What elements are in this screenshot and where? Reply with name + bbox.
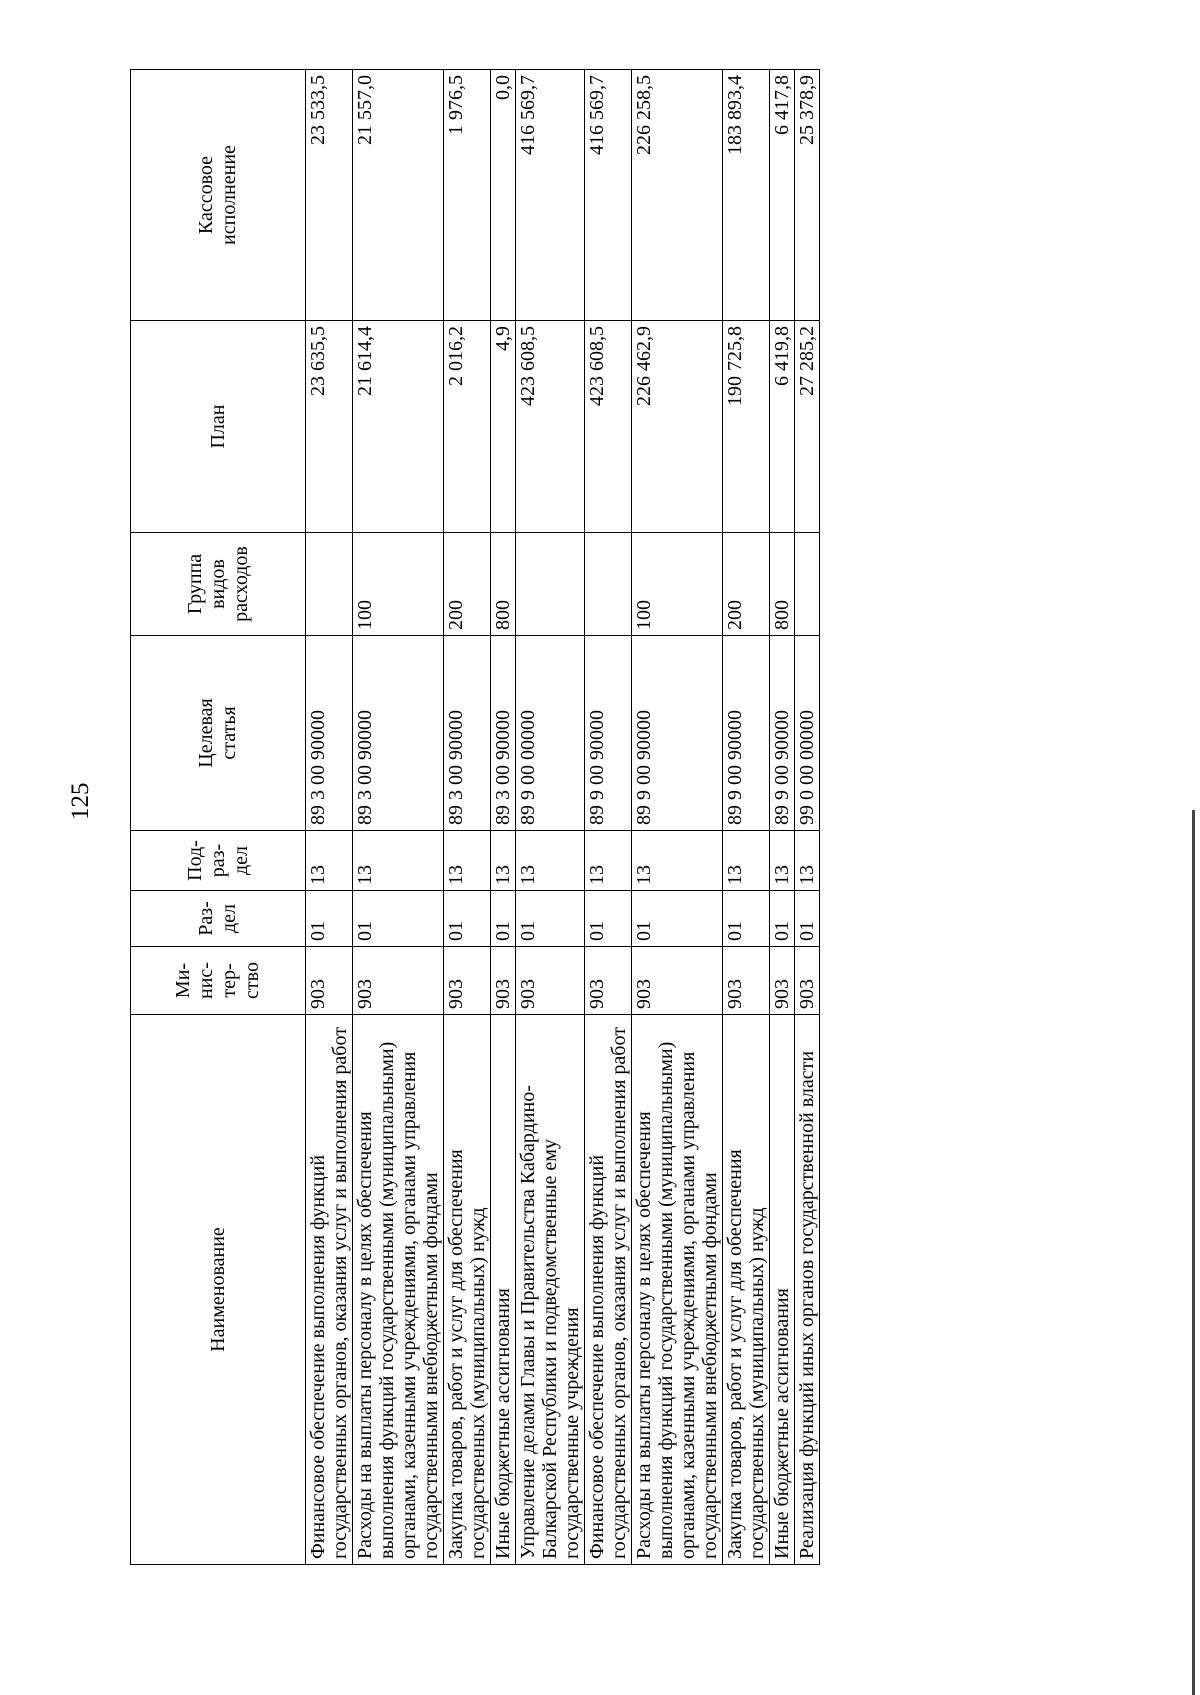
row-target-article: 89 3 00 90000 [306, 636, 353, 831]
header-expense-group: Группа видов расходов [131, 533, 306, 636]
row-ministry: 903 [516, 947, 585, 1015]
row-ministry: 903 [770, 947, 795, 1015]
budget-execution-table [130, 69, 820, 1565]
row-name: Закупка товаров, работ и услуг для обеспечения государственных (муниципальных) нужд [444, 1015, 491, 1565]
row-subsection: 13 [491, 831, 516, 891]
row-expense-group [306, 533, 353, 636]
row-cash-execution: 25 378,9 [795, 70, 820, 321]
table-row [770, 70, 795, 1565]
row-ministry: 903 [306, 947, 353, 1015]
header-subsection: Под- раз- дел [131, 831, 306, 891]
row-ministry: 903 [353, 947, 444, 1015]
row-section: 01 [353, 891, 444, 947]
row-plan: 4,9 [491, 321, 516, 533]
row-cash-execution: 0,0 [491, 70, 516, 321]
row-plan: 190 725,8 [723, 321, 770, 533]
row-cash-execution: 416 569,7 [585, 70, 632, 321]
row-name: Закупка товаров, работ и услуг для обеспечения государственных (муниципальных) нужд [723, 1015, 770, 1565]
row-target-article: 99 0 00 00000 [795, 636, 820, 831]
row-section: 01 [491, 891, 516, 947]
row-plan: 23 635,5 [306, 321, 353, 533]
header-cash-execution: Кассовое исполнение [131, 70, 306, 321]
table-row [516, 70, 585, 1565]
header-target-article: Целевая статья [131, 636, 306, 831]
row-ministry: 903 [491, 947, 516, 1015]
table-body [306, 70, 820, 1565]
row-target-article: 89 3 00 90000 [353, 636, 444, 831]
row-section: 01 [632, 891, 723, 947]
table-row [306, 70, 353, 1565]
table-row [444, 70, 491, 1565]
row-cash-execution: 1 976,5 [444, 70, 491, 321]
header-section: Раз- дел [131, 891, 306, 947]
budget-table-container [130, 70, 1085, 1565]
row-subsection: 13 [585, 831, 632, 891]
table-header-row [131, 70, 306, 1565]
row-plan: 226 462,9 [632, 321, 723, 533]
row-expense-group [585, 533, 632, 636]
row-subsection: 13 [770, 831, 795, 891]
row-expense-group: 800 [491, 533, 516, 636]
row-expense-group: 200 [444, 533, 491, 636]
table-row [585, 70, 632, 1565]
row-ministry: 903 [585, 947, 632, 1015]
row-section: 01 [723, 891, 770, 947]
row-name: Реализация функций иных органов государственной власти [795, 1015, 820, 1565]
row-ministry: 903 [444, 947, 491, 1015]
row-plan: 423 608,5 [585, 321, 632, 533]
row-name: Расходы на выплаты персоналу в целях обеспечения выполнения функций государственными (муниципальными) органами, казенными учреждениями, органами управления государственными внебюджетными фондами [632, 1015, 723, 1565]
row-name: Иные бюджетные ассигнования [491, 1015, 516, 1565]
row-expense-group: 100 [353, 533, 444, 636]
row-plan: 21 614,4 [353, 321, 444, 533]
page-number: 125 [67, 782, 94, 820]
row-section: 01 [516, 891, 585, 947]
row-cash-execution: 21 557,0 [353, 70, 444, 321]
row-expense-group: 100 [632, 533, 723, 636]
table-row [795, 70, 820, 1565]
row-subsection: 13 [795, 831, 820, 891]
row-section: 01 [770, 891, 795, 947]
row-target-article: 89 3 00 90000 [491, 636, 516, 831]
row-cash-execution: 416 569,7 [516, 70, 585, 321]
row-name: Иные бюджетные ассигнования [770, 1015, 795, 1565]
row-subsection: 13 [444, 831, 491, 891]
row-name: Управление делами Главы и Правительства Кабардино-Балкарской Республики и подведомственные ему государственные учреждения [516, 1015, 585, 1565]
header-name: Наименование [131, 1015, 306, 1565]
row-plan: 2 016,2 [444, 321, 491, 533]
row-cash-execution: 6 417,8 [770, 70, 795, 321]
row-subsection: 13 [516, 831, 585, 891]
row-target-article: 89 9 00 90000 [770, 636, 795, 831]
row-plan: 27 285,2 [795, 321, 820, 533]
row-section: 01 [585, 891, 632, 947]
row-cash-execution: 226 258,5 [632, 70, 723, 321]
table-row [632, 70, 723, 1565]
row-ministry: 903 [723, 947, 770, 1015]
row-subsection: 13 [632, 831, 723, 891]
row-section: 01 [306, 891, 353, 947]
row-target-article: 89 9 00 90000 [632, 636, 723, 831]
table-row [723, 70, 770, 1565]
row-subsection: 13 [306, 831, 353, 891]
row-expense-group [516, 533, 585, 636]
row-expense-group: 800 [770, 533, 795, 636]
row-name: Расходы на выплаты персоналу в целях обеспечения выполнения функций государственными (муниципальными) органами, казенными учреждениями, органами управления государственными внебюджетными фондами [353, 1015, 444, 1565]
row-expense-group [795, 533, 820, 636]
row-ministry: 903 [795, 947, 820, 1015]
row-subsection: 13 [723, 831, 770, 891]
row-cash-execution: 183 893,4 [723, 70, 770, 321]
row-plan: 6 419,8 [770, 321, 795, 533]
row-section: 01 [795, 891, 820, 947]
row-name: Финансовое обеспечение выполнения функций государственных органов, оказания услуг и выполнения работ [585, 1015, 632, 1565]
row-section: 01 [444, 891, 491, 947]
row-cash-execution: 23 533,5 [306, 70, 353, 321]
row-subsection: 13 [353, 831, 444, 891]
row-target-article: 89 9 00 90000 [723, 636, 770, 831]
row-plan: 423 608,5 [516, 321, 585, 533]
row-target-article: 89 9 00 90000 [585, 636, 632, 831]
table-row [353, 70, 444, 1565]
header-ministry: Ми- нис- тер- ство [131, 947, 306, 1015]
row-expense-group: 200 [723, 533, 770, 636]
row-target-article: 89 3 00 90000 [444, 636, 491, 831]
page-edge-rule [1192, 810, 1195, 1695]
row-name: Финансовое обеспечение выполнения функций государственных органов, оказания услуг и выполнения работ [306, 1015, 353, 1565]
row-ministry: 903 [632, 947, 723, 1015]
row-target-article: 89 9 00 00000 [516, 636, 585, 831]
table-row [491, 70, 516, 1565]
header-plan: План [131, 321, 306, 533]
